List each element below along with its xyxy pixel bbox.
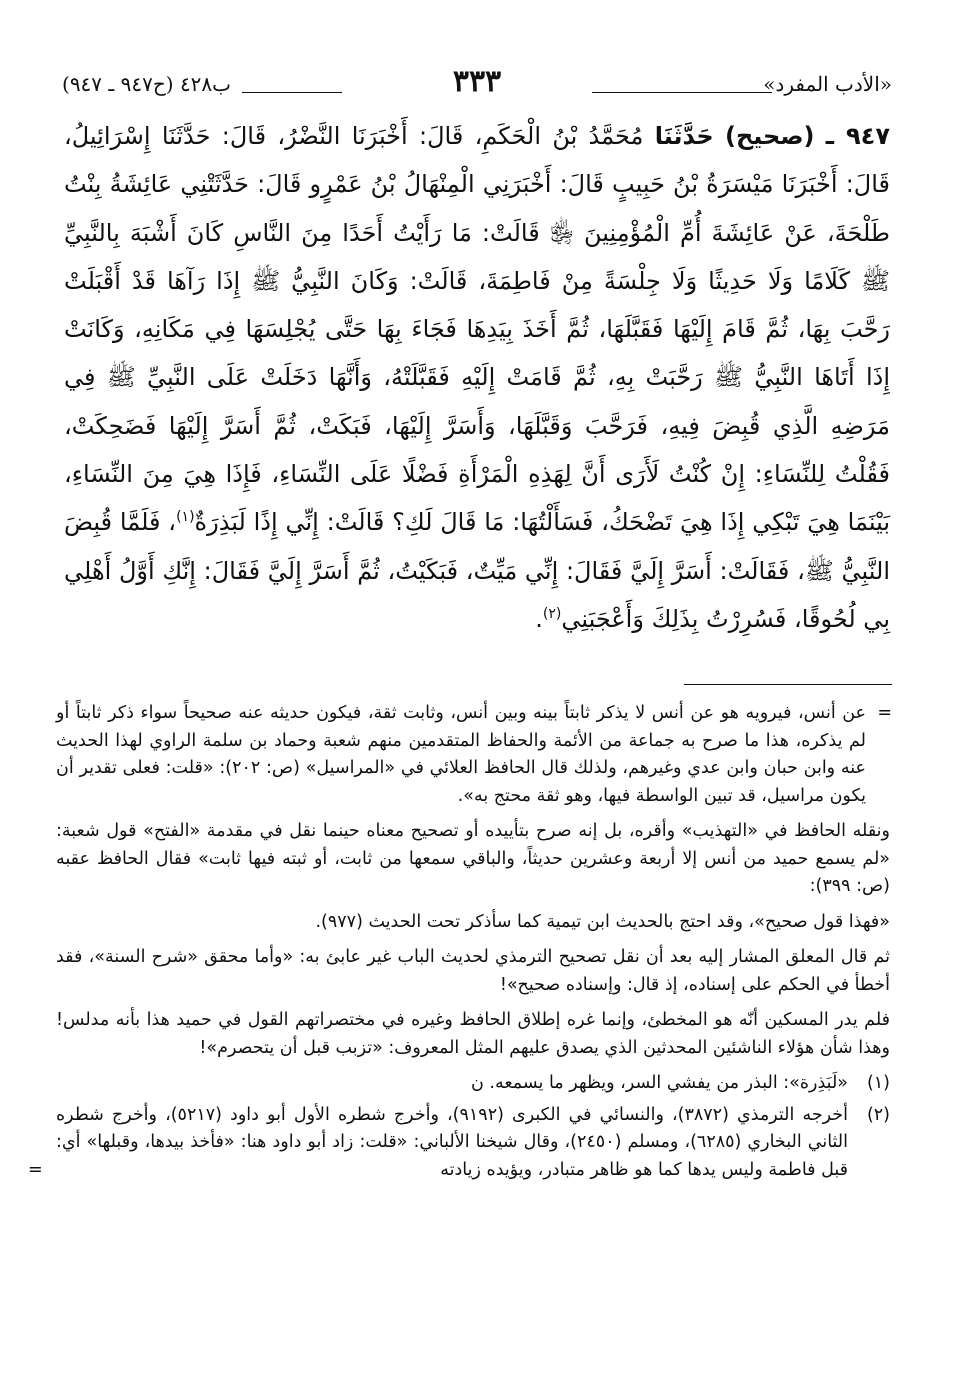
chapter-reference: ب٤٢٨ (ح٩٤٧ ـ ٩٤٧): [62, 72, 231, 96]
note-paragraph: [56, 1007, 890, 1062]
note-paragraph: [56, 818, 890, 901]
note-paragraph: [56, 700, 890, 810]
continuation-marker: =: [877, 703, 892, 723]
note-text: عن أنس، فيرويه هو عن أنس لا يذكر ثابتاً بينه وبين أنس، وثابت ثقة، فيكون حديثه عنه صحيحاً سواء ذكر ثابتاً أو لم يذكره، هذا ما صرح به جماعة من الأئمة والحفاظ المتقدمين منهم شعبة وحماد بن سلمة الراوي لهذا الحديث عنه وابن حبان وابن عدي وغيرهم، ولذلك قال الحافظ العلائي في «المراسيل» (ص: ٢٠٢): «قلت: فعلى تقدير أن يكون مراسيل، قد تبين الواسطة فيها، وهو ثقة محتج به».: [56, 703, 867, 806]
footnote-ref-2[interactable]: (٢): [542, 605, 562, 622]
footnote-text: «لَبَذِرة»: البذر من يفشي السر، ويظهر ما يسمعه. ن: [470, 1073, 848, 1093]
footnote-2: [28, 1102, 890, 1185]
note-text: ثم قال المعلق المشار إليه بعد أن نقل تصحيح الترمذي لحديث الباب غير عابئ به: «وأما محقق «شرح السنة»، فقد أخطأ في الحكم على إسناده، إذ قال: وإسناده صحيح»!: [56, 947, 890, 995]
note-text: فلم يدر المسكين أنّه هو المخطئ، وإنما غره إطلاق الحافظ وغيره في مختصراتهم القول في حميد هذا بأنه مدلس! وهذا شأن هؤلاء الناشئين المحدثين الذي يصدق عليهم المثل المعروف: «تزبب قبل أن يتحصرم»!: [56, 1010, 890, 1058]
hadith-body-continued: ، فَلَمَّا قُبِضَ النَّبِيُّ ﷺ، فَقَالَتْ: أَسَرَّ إِلَيَّ فَقَالَ: إِنِّي مَيِّتٌ، فَبَكَيْتُ، ثُمَّ أَسَرَّ إِلَيَّ فَقَالَ: إِنَّكِ أَوَّلُ أَهْلِي بِي لُحُوقًا، فَسُرِرْتُ بِذَلِكَ وَأَعْجَبَنِي: [64, 508, 890, 633]
note-paragraph: [56, 944, 890, 999]
hadith-body: مُحَمَّدُ بْنُ الْحَكَمِ، قَالَ: أَخْبَرَنَا النَّضْرُ، قَالَ: حَدَّثَنَا إِسْرَائِيلُ، قَالَ: أَخْبَرَنَا مَيْسَرَةُ بْنُ حَبِيبٍ قَالَ: أَخْبَرَنِي الْمِنْهَالُ بْنُ عَمْرٍو قَالَ: حَدَّثَتْنِي عَائِشَةُ بِنْتُ طَلْحَةَ، عَنْ عَائِشَةَ أُمِّ الْمُؤْمِنِينَ ﵂ قَالَتْ: مَا رَأَيْتُ أَحَدًا مِنَ النَّاسِ كَانَ أَشْبَهَ بِالنَّبِيِّ ﷺ كَلَامًا وَلَا حَدِيثًا وَلَا جِلْسَةً مِنْ فَاطِمَةَ، قَالَتْ: وَكَانَ النَّبِيُّ ﷺ إِذَا رَآهَا قَدْ أَقْبَلَتْ رَحَّبَ بِهَا، ثُمَّ قَامَ إِلَيْهَا فَقَبَّلَهَا، ثُمَّ أَخَذَ بِيَدِهَا فَجَاءَ بِهَا حَتَّى يُجْلِسَهَا فِي مَكَانِهِ، وَكَانَتْ إِذَا أَتَاهَا النَّبِيُّ ﷺ رَحَّبَتْ بِهِ، ثُمَّ قَامَتْ إِلَيْهِ فَقَبَّلَتْهُ، وَأَنَّهَا دَخَلَتْ عَلَى النَّبِيِّ ﷺ فِي مَرَضِهِ الَّذِي قُبِضَ فِيهِ، فَرَحَّبَ وَقَبَّلَهَا، وَأَسَرَّ إِلَيْهَا، فَبَكَتْ، ثُمَّ أَسَرَّ إِلَيْهَا فَضَحِكَتْ، فَقُلْتُ لِلنِّسَاءِ: إِنْ كُنْتُ لَأَرَى أَنَّ لِهَذِهِ الْمَرْأَةِ فَضْلًا عَلَى النِّسَاءِ، فَإِذَا هِيَ مِنَ النِّسَاءِ، بَيْنَمَا هِيَ تَبْكِي إِذَا هِيَ تَضْحَكُ، فَسَأَلْتُهَا: مَا قَالَ لَكِ؟ قَالَتْ: إِنِّي إِذًا لَبَذِرَةٌ: [64, 122, 890, 537]
footnote-divider: [684, 684, 892, 685]
footnote-1: [56, 1070, 890, 1098]
footnote-text: أخرجه الترمذي (٣٨٧٢)، والنسائي في الكبرى (٩١٩٢)، وأخرج شطره الأول أبو داود (٥٢١٧)، وأخرج شطره الثاني البخاري (٦٢٨٥)، ومسلم (٢٤٥٠)، وقال شيخنا الألباني: «قلت: زاد أبو داود هنا: «فأخذ بيدها، وقبلها» أي: قبل فاطمة وليس يدها كما هو ظاهر متبادر، ويؤيده زيادته: [56, 1104, 849, 1180]
note-text: «فهذا قول صحيح»، وقد احتج بالحديث ابن تيمية كما سأذكر تحت الحديث (٩٧٧).: [315, 911, 890, 932]
header-rule: [592, 92, 772, 93]
hadith-grade: (صحيح): [724, 122, 815, 150]
running-header: [62, 66, 892, 106]
book-title: «الأدب المفرد»: [763, 72, 892, 96]
footnote-number: (١): [866, 1073, 890, 1093]
footnote-number: (٢): [866, 1104, 890, 1125]
hadith-end: .: [535, 604, 543, 633]
hadith-number: ٩٤٧ ـ: [825, 122, 890, 150]
footnotes-area: [28, 700, 892, 1188]
footnote-ref-1[interactable]: (١): [176, 509, 195, 526]
hadith-text: [64, 112, 890, 643]
page-number: ٣٣٣: [452, 64, 502, 99]
note-text: ونقله الحافظ في «التهذيب» وأقره، بل إنه صرح بتأييده أو تصحيح معناه حينما نقل في مقدمة «الفتح» قول شعبة: «لم يسمع حميد من أنس إلا أربعة وعشرين حديثاً، والباقي سمعها من ثابت، أو ثبته فيها ثابت» فقال الحافظ عقبه (ص: ٣٩٩):: [56, 821, 890, 896]
note-paragraph: [56, 909, 890, 937]
header-rule: [242, 92, 342, 93]
hadith-lead: حَدَّثَنَا: [654, 122, 714, 150]
continuation-marker: =: [28, 1159, 43, 1180]
